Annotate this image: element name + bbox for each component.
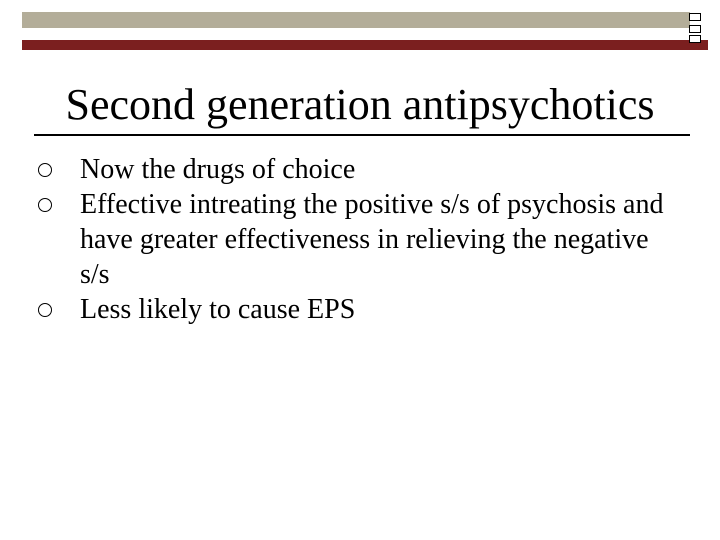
hollow-circle-bullet-icon — [38, 163, 52, 177]
bullet-list — [36, 152, 676, 327]
bullet-item — [36, 187, 676, 292]
hollow-circle-bullet-icon — [38, 198, 52, 212]
bullet-item — [36, 292, 676, 327]
header-bar-accent — [22, 40, 708, 50]
corner-square-icon — [689, 35, 701, 43]
corner-square-icon — [689, 13, 701, 21]
corner-square-icon — [689, 25, 701, 33]
bullet-text: Less likely to cause EPS — [80, 294, 356, 325]
slide-title: Second generation antipsychotics — [65, 80, 655, 129]
bullet-text: Now the drugs of choice — [80, 154, 356, 185]
bullet-text: Effective intreating the positive s/s of psychosis and have greater effectiveness in relieving the negative s/s — [80, 189, 664, 290]
bullet-item — [36, 152, 676, 187]
header-bar-gray — [22, 12, 690, 28]
decorative-header-bar — [22, 12, 690, 40]
hollow-circle-bullet-icon — [38, 303, 52, 317]
title-divider — [34, 134, 690, 136]
